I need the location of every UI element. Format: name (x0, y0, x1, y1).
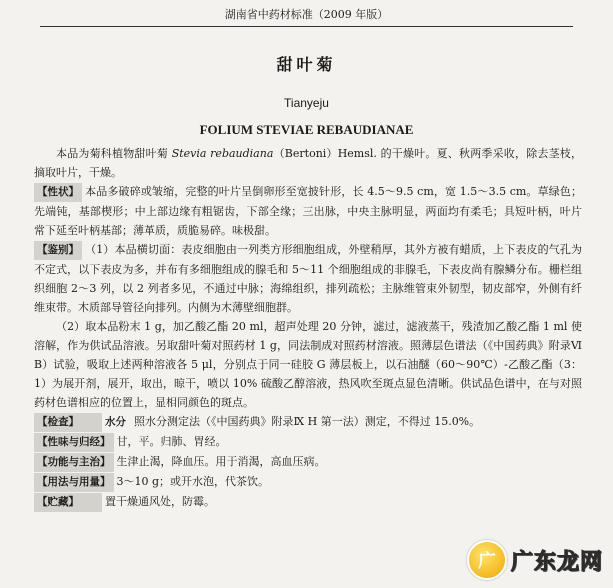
monograph-title: 甜叶菊 (276, 55, 337, 74)
usage-label: 【用法与用量】 (34, 473, 114, 492)
nature-text: 甘，平。归肺、胃经。 (116, 435, 227, 448)
inspection-section (34, 412, 582, 432)
watermark-logo-icon: 广 (467, 540, 507, 580)
identification-p2-paragraph (34, 317, 582, 412)
function-section (34, 452, 582, 472)
running-header: 湖南省中药材标准（2009 年版） (40, 4, 573, 27)
watermark (467, 538, 603, 582)
storage-label: 【贮藏】 (34, 493, 102, 512)
function-label: 【功能与主治】 (34, 453, 114, 472)
watermark-text: 广东龙网 (510, 549, 603, 575)
character-section (34, 182, 582, 240)
identification-section (34, 240, 582, 317)
inspection-label: 【检查】 (34, 413, 102, 432)
inspection-sub-label: 水分 (105, 416, 126, 428)
storage-text: 置干燥通风处，防霉。 (105, 495, 215, 508)
function-text: 生津止渴，降血压。用于消渴，高血压病。 (116, 455, 326, 468)
storage-section (34, 492, 582, 512)
identification-p2: （2）取本品粉末 1 g，加乙酸乙酯 20 ml，超声处理 20 分钟，滤过，滤液蒸干，残渣加乙酸乙酯 1 ml 使溶解，作为供试品溶液。另取甜叶菊对照药材 1 g，同法制成对照药材溶液。照薄层色谱法（《中国药典》附录Ⅵ B）试验，吸取上述两种溶液各 5 μl，分别点于同一硅胶 G 薄层板上，以石油醚（60～90℃）-乙酸乙酯（3：1）为展开剂，展开，取出，晾干，喷以 10% 硫酸乙醇溶液，热风吹至斑点显色清晰。供试品色谱中，在与对照药材色谱相应的位置上，显相同颜色的斑点。 (34, 320, 582, 409)
nature-section (34, 432, 582, 452)
identification-label: 【鉴别】 (34, 241, 82, 260)
usage-section (34, 472, 582, 492)
intro-text-before: 本品为菊科植物甜叶菊 (56, 147, 172, 160)
character-text: 本品多破碎或皱缩，完整的叶片呈倒卵形至宽披针形，长 4.5～9.5 cm，宽 1.5～3.5 cm。草绿色；先端钝，基部楔形；中上部边缘有粗锯齿，下部全缘；三出脉，中央主脉明显，两面均有柔毛；具短叶柄，叶片常下延至叶柄基部；薄革质，质脆易碎。味极甜。 (34, 185, 582, 237)
identification-p1: （1）本品横切面：表皮细胞由一列类方形细胞组成，外壁稍厚，其外方被有蜡质，上下表皮的气孔为不定式，以下表皮为多，并布有多细胞组成的腺毛和 5～11 个细胞组成的非腺毛，下表皮尚有腺鳞分布。栅栏组织细胞 2～3 列，以 2 列者多见，不通过中脉；海绵组织，排列疏松；主脉维管束外韧型，韧皮部窄，外侧有纤维束带。木质部导管径向排列。内侧为木薄壁细胞群。 (34, 243, 582, 314)
character-label: 【性状】 (34, 183, 82, 202)
inspection-text: 照水分测定法（《中国药典》附录Ⅸ H 第一法）测定，不得过 15.0%。 (134, 415, 481, 428)
monograph-body (34, 144, 582, 512)
intro-paragraph (34, 144, 582, 182)
pinyin-name: Tianyeju (284, 96, 329, 110)
usage-text: 3～10 g；或开水泡，代茶饮。 (116, 475, 270, 488)
intro-text-after: （Bertoni）Hemsl. 的干燥叶。夏、秋两季采收，除去茎枝，摘取叶片，干燥。 (34, 147, 583, 179)
nature-label: 【性味与归经】 (34, 433, 114, 452)
latin-name: FOLIUM STEVIAE REBAUDIANAE (199, 122, 414, 137)
species-name: Stevia rebaudiana (171, 147, 274, 160)
